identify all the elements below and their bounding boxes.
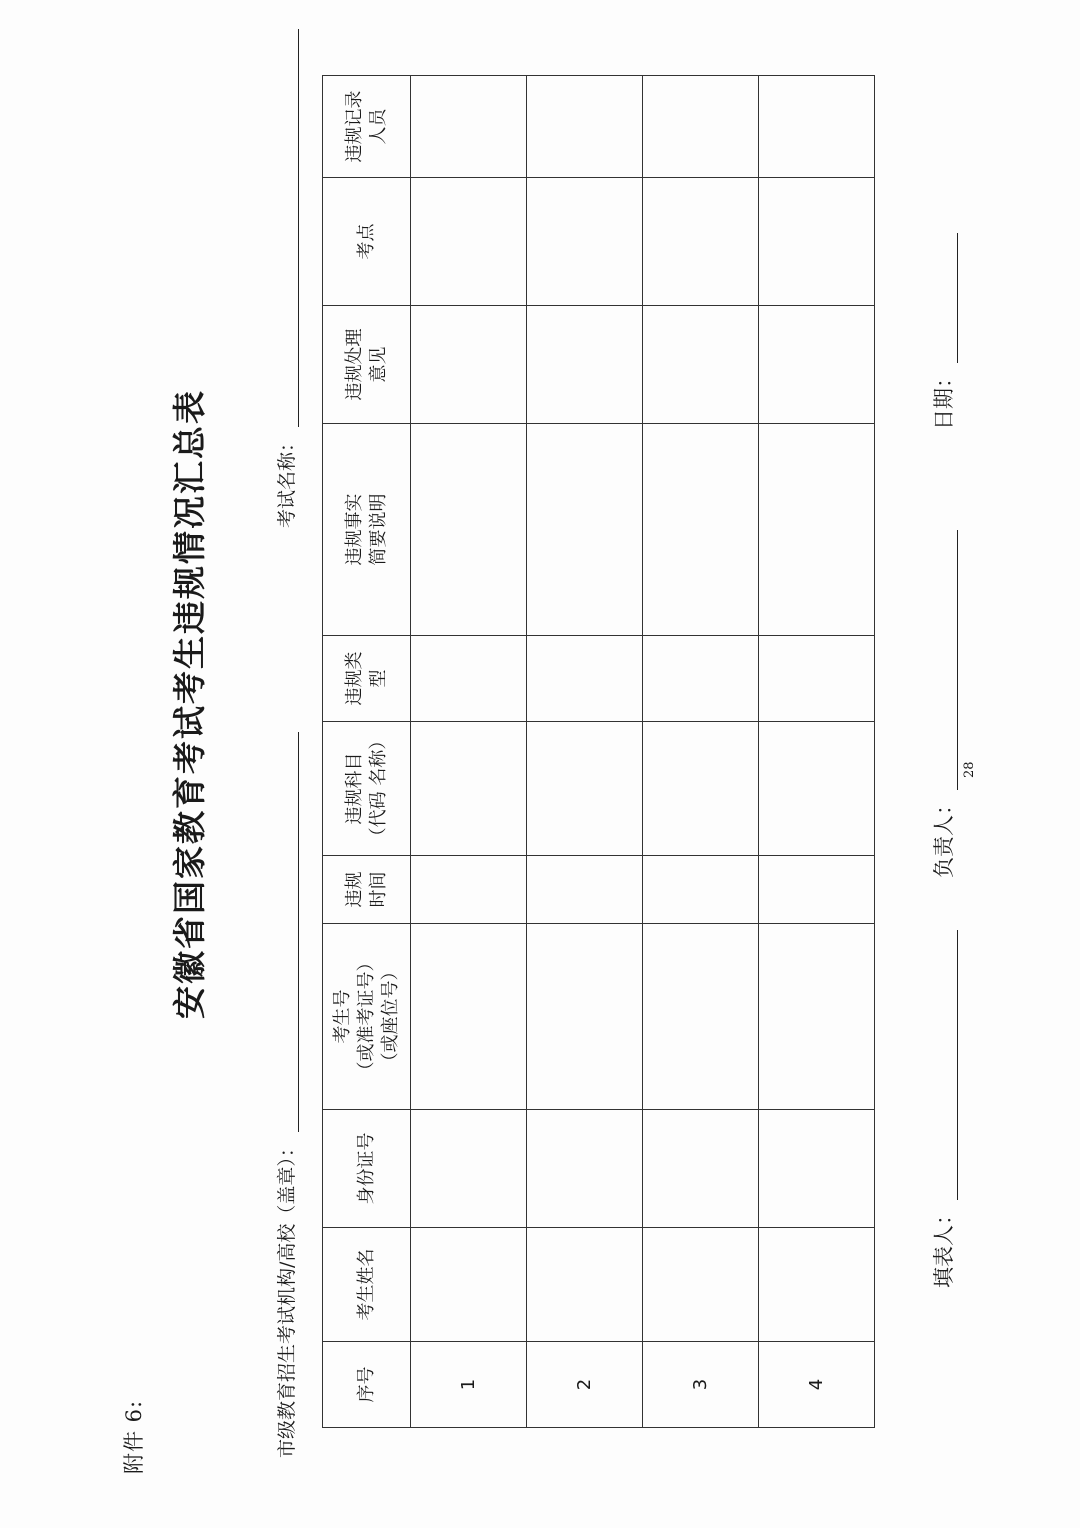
cell-handling-opinion[interactable] xyxy=(527,306,643,424)
cell-handling-opinion[interactable] xyxy=(759,306,875,424)
cell-violation-time[interactable] xyxy=(643,856,759,924)
cell-recorder[interactable] xyxy=(527,76,643,178)
cell-id-number[interactable] xyxy=(759,1110,875,1228)
cell-violation-time[interactable] xyxy=(411,856,527,924)
row-seq: 4 xyxy=(759,1342,875,1428)
header-handling-opinion: 违规处理 意见 xyxy=(323,306,411,424)
exam-name-label: 考试名称： xyxy=(276,432,298,528)
header-exam-number: 考生号 （或准考证号） （或座位号） xyxy=(323,924,411,1110)
cell-exam-number[interactable] xyxy=(527,924,643,1110)
cell-handling-opinion[interactable] xyxy=(411,306,527,424)
responsible-blank-line xyxy=(935,530,958,790)
cell-violation-type[interactable] xyxy=(643,636,759,722)
cell-exam-site[interactable] xyxy=(643,178,759,306)
date-field xyxy=(928,233,958,430)
header-seq: 序号 xyxy=(323,1342,411,1428)
attachment-label: 附件 6: xyxy=(122,1399,146,1474)
header-exam-site: 考点 xyxy=(323,178,411,306)
cell-violation-facts[interactable] xyxy=(527,424,643,636)
cell-exam-number[interactable] xyxy=(411,924,527,1110)
cell-violation-type[interactable] xyxy=(411,636,527,722)
cell-exam-site[interactable] xyxy=(527,178,643,306)
cell-handling-opinion[interactable] xyxy=(643,306,759,424)
cell-violation-subject[interactable] xyxy=(643,722,759,856)
cell-name[interactable] xyxy=(643,1228,759,1342)
table-row xyxy=(759,76,875,1428)
cell-violation-subject[interactable] xyxy=(411,722,527,856)
table-row xyxy=(527,76,643,1428)
cell-name[interactable] xyxy=(411,1228,527,1342)
cell-violation-facts[interactable] xyxy=(643,424,759,636)
table-row xyxy=(411,76,527,1428)
cell-violation-time[interactable] xyxy=(527,856,643,924)
org-field xyxy=(272,732,299,1458)
cell-violation-type[interactable] xyxy=(527,636,643,722)
cell-violation-subject[interactable] xyxy=(527,722,643,856)
document-title-wrap xyxy=(164,0,211,1528)
header-violation-facts: 违规事实 简要说明 xyxy=(323,424,411,636)
org-blank-line xyxy=(278,732,299,1132)
cell-id-number[interactable] xyxy=(643,1110,759,1228)
cell-exam-number[interactable] xyxy=(643,924,759,1110)
cell-violation-type[interactable] xyxy=(759,636,875,722)
header-name: 考生姓名 xyxy=(323,1228,411,1342)
header-violation-subject: 违规科目 （代码 名称） xyxy=(323,722,411,856)
header-recorder: 违规记录 人员 xyxy=(323,76,411,178)
responsible-label: 负责人： xyxy=(932,794,956,878)
header-violation-type: 违规类 型 xyxy=(323,636,411,722)
table-header-row xyxy=(323,76,411,1428)
responsible-field xyxy=(928,530,958,878)
cell-violation-facts[interactable] xyxy=(759,424,875,636)
cell-recorder[interactable] xyxy=(643,76,759,178)
page-number: 28 xyxy=(962,761,977,778)
filler-blank-line xyxy=(935,930,958,1200)
filler-label: 填表人： xyxy=(932,1204,956,1288)
row-seq: 3 xyxy=(643,1342,759,1428)
cell-id-number[interactable] xyxy=(411,1110,527,1228)
exam-name-field xyxy=(272,29,299,528)
cell-recorder[interactable] xyxy=(759,76,875,178)
cell-exam-number[interactable] xyxy=(759,924,875,1110)
row-seq: 2 xyxy=(527,1342,643,1428)
cell-exam-site[interactable] xyxy=(411,178,527,306)
violation-summary-table xyxy=(322,75,875,1428)
cell-recorder[interactable] xyxy=(411,76,527,178)
cell-violation-subject[interactable] xyxy=(759,722,875,856)
org-label: 市级教育招生考试机构/高校（盖章）： xyxy=(276,1138,298,1458)
cell-violation-facts[interactable] xyxy=(411,424,527,636)
header-id-number: 身份证号 xyxy=(323,1110,411,1228)
filler-field xyxy=(928,930,958,1288)
cell-name[interactable] xyxy=(527,1228,643,1342)
cell-violation-time[interactable] xyxy=(759,856,875,924)
cell-id-number[interactable] xyxy=(527,1110,643,1228)
cell-exam-site[interactable] xyxy=(759,178,875,306)
row-seq: 1 xyxy=(411,1342,527,1428)
cell-name[interactable] xyxy=(759,1228,875,1342)
exam-name-blank-line xyxy=(278,29,299,427)
header-violation-time: 违规 时间 xyxy=(323,856,411,924)
date-blank-line xyxy=(935,233,958,363)
document-title: 安徽省国家教育考试考生违规情况汇总表 xyxy=(170,389,209,1019)
date-label: 日期： xyxy=(932,367,956,430)
table-row xyxy=(643,76,759,1428)
